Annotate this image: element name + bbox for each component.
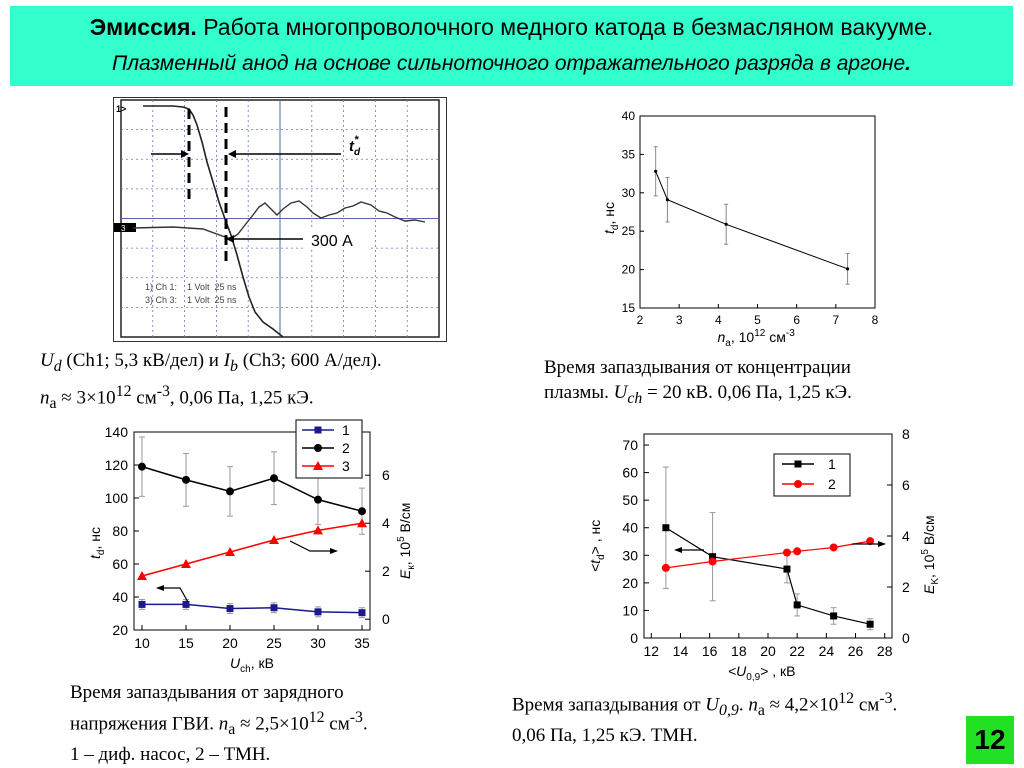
chart3-ytick-label: 60 xyxy=(622,464,638,481)
caption-oscilloscope xyxy=(40,348,382,416)
chart3-series-2-point xyxy=(709,558,717,566)
chart2-series-1-point xyxy=(227,605,234,612)
chart3-series-2-point xyxy=(793,547,801,555)
chart3-arrowhead-left xyxy=(674,547,682,553)
chart3-series-2-point xyxy=(662,564,670,572)
chart3-arrowhead-right xyxy=(878,541,886,547)
chart3-legend-label: 2 xyxy=(828,476,836,492)
caption-chart3 xyxy=(512,686,897,748)
chart1-point xyxy=(654,170,657,173)
chart2-series-1-point xyxy=(139,601,146,608)
chart2-y2label: $E_к$, $10^5$ В/см xyxy=(396,502,417,579)
chart2-xtick-label: 10 xyxy=(134,635,150,651)
title-bar xyxy=(10,6,1013,86)
chart3-series-1-point xyxy=(794,601,801,608)
chart2-legend-box xyxy=(296,420,362,478)
chart3-series-2-point xyxy=(830,543,838,551)
chart1-ytick-label: 20 xyxy=(621,262,635,277)
chart2-series-2-point xyxy=(182,476,190,484)
chart1-xtick-label: 2 xyxy=(636,313,644,327)
chart3-y2label: $E_K$, $10^5$ В/см xyxy=(920,515,941,594)
chart3-xtick-label: 20 xyxy=(760,643,776,659)
chart2-series-2-point xyxy=(358,507,366,515)
chart2-ytick-label: 80 xyxy=(112,523,128,539)
chart2-series-1-point xyxy=(271,604,278,611)
chart3-series-2-line xyxy=(666,541,870,568)
subtitle-text: Плазменный анод на основе сильноточного отражательного разряда в аргоне xyxy=(112,52,906,75)
chart1-series-line xyxy=(656,171,848,269)
chart2-xlabel: $U_{ch}$, кВ xyxy=(230,655,274,674)
chart3-legend-box xyxy=(774,454,850,496)
chart1-ylabel: $t_d$, нс xyxy=(601,202,621,234)
chart3-xtick-label: 18 xyxy=(731,643,747,659)
osc-legend-ch1: 1) Ch 1: 1 Volt 25 ns xyxy=(145,282,237,292)
chart2-xtick-label: 20 xyxy=(222,635,238,651)
slide-subtitle xyxy=(10,52,1013,76)
slide-title xyxy=(10,14,1013,41)
chart-td-vs-u09 xyxy=(570,420,950,682)
caption-chart1 xyxy=(544,355,852,411)
chart3-series-1-point xyxy=(830,612,837,619)
chart3-y2tick-label: 2 xyxy=(902,579,910,595)
chart1-ytick-label: 40 xyxy=(621,109,635,123)
chart3-series-1-line xyxy=(666,528,870,624)
chart1-point xyxy=(846,267,849,270)
chart2-series-2-point xyxy=(314,496,322,504)
chart2-ylabel: $t_d$, нс xyxy=(87,527,107,559)
chart3-xtick-label: 14 xyxy=(672,643,689,659)
chart2-arrowhead-left xyxy=(156,585,164,591)
caption-chart1-line2: плазмы. $U_{ch} = 20$ кВ. 0,06 Па, 1,25 кЭ. xyxy=(544,382,852,407)
chart2-arrowhead-right xyxy=(330,548,338,554)
oscilloscope-image xyxy=(113,97,447,342)
chart-td-vs-concentration xyxy=(585,100,895,350)
chart2-series-2-point xyxy=(138,463,146,471)
chart3-xtick-label: 26 xyxy=(847,643,864,659)
chart2-y2tick-label: 4 xyxy=(382,515,390,532)
chart2-legend-label: 3 xyxy=(342,458,350,474)
chart3-series-1-point xyxy=(783,566,790,573)
caption-osc-line2: $n_a \approx 3\times 10^{12}$ $см^{-3}$, 0,06 Па, 1,25 кЭ. xyxy=(40,382,314,412)
chart3-ytick-label: 20 xyxy=(622,574,638,591)
ch1-marker: 1> xyxy=(116,104,127,114)
current-label: 300 А xyxy=(311,233,353,250)
chart2-y2tick-label: 0 xyxy=(382,611,390,628)
caption-osc-line1: $U_d$ (Ch1; 5,3 кВ/дел) и $I_b$ (Ch3; 600 А/дел). xyxy=(40,350,382,375)
chart2-series-1-point xyxy=(359,609,366,616)
osc-legend-ch3: 3) Ch 3: 1 Volt 25 ns xyxy=(145,295,237,305)
chart3-xtick-label: 28 xyxy=(876,643,893,659)
chart2-ytick-label: 20 xyxy=(112,622,128,638)
chart1-frame xyxy=(640,116,875,308)
chart1-ytick-label: 35 xyxy=(621,147,635,162)
chart2-xtick-label: 35 xyxy=(354,635,370,651)
chart1-xtick-label: 3 xyxy=(675,313,683,327)
chart3-y2tick-label: 8 xyxy=(902,426,910,442)
chart2-legend-marker xyxy=(315,427,322,434)
chart1-xtick-label: 8 xyxy=(871,313,879,327)
chart2-xtick-label: 30 xyxy=(310,635,326,651)
chart1-point xyxy=(666,198,669,201)
td-label: $t_d*$ xyxy=(349,134,361,158)
chart-td-vs-charge-voltage xyxy=(70,416,440,674)
chart3-legend-marker xyxy=(794,480,802,488)
chart1-xtick-label: 7 xyxy=(832,313,840,327)
chart2-arrow-right xyxy=(290,541,334,551)
chart3-ytick-label: 30 xyxy=(622,547,638,564)
ch3-marker: 3 xyxy=(121,224,126,233)
chart2-series-2-point xyxy=(226,487,234,495)
caption-chart2-line1: Время запаздывания от зарядного xyxy=(70,682,344,703)
chart3-frame xyxy=(644,434,892,638)
chart2-xtick-label: 15 xyxy=(178,635,194,651)
caption-chart2 xyxy=(70,680,368,767)
chart3-legend-marker xyxy=(795,461,802,468)
chart1-xtick-label: 6 xyxy=(793,313,801,327)
subtitle-dot: . xyxy=(905,52,911,75)
chart2-y2tick-label: 6 xyxy=(382,467,390,484)
chart1-xtick-label: 5 xyxy=(754,313,761,327)
chart2-ytick-label: 120 xyxy=(104,457,128,473)
chart3-y2tick-label: 4 xyxy=(902,528,910,544)
chart2-legend-marker xyxy=(314,444,322,452)
chart2-series-3-line xyxy=(142,523,362,576)
chart3-series-2-point xyxy=(783,549,791,557)
chart2-ytick-label: 60 xyxy=(112,556,128,572)
chart3-xtick-label: 16 xyxy=(701,643,718,659)
chart2-legend-label: 1 xyxy=(342,422,350,438)
chart3-xtick-label: 12 xyxy=(643,643,660,659)
chart3-xtick-label: 24 xyxy=(818,643,835,659)
chart3-ytick-label: 50 xyxy=(622,492,638,509)
caption-chart3-line1: Время запаздывания от $U_{0,9}$. $n_a \approx 4,2\times 10^{12}$ $см^{-3}$. xyxy=(512,690,898,720)
chart3-ytick-label: 40 xyxy=(622,519,638,536)
chart2-ytick-label: 100 xyxy=(104,490,128,506)
caption-chart2-line3: 1 – диф. насос, 2 – ТМН. xyxy=(70,744,271,766)
title-bold: Эмиссия. xyxy=(89,14,197,40)
chart2-series-1-point xyxy=(315,608,322,615)
chart3-legend-label: 1 xyxy=(828,456,836,472)
chart1-xtick-label: 4 xyxy=(714,313,722,327)
chart2-legend-label: 2 xyxy=(342,440,350,456)
chart3-xtick-label: 22 xyxy=(789,643,805,659)
chart3-ytick-label: 10 xyxy=(622,602,638,619)
caption-chart3-line2: 0,06 Па, 1,25 кЭ. ТМН. xyxy=(512,725,698,747)
chart2-series-1-line xyxy=(142,604,362,612)
caption-chart2-line2: напряжения ГВИ. $n_a \approx 2,5\times 10^{12}$ $см^{-3}$. xyxy=(70,709,368,739)
chart1-xlabel: na, 1012 см-3 xyxy=(717,328,795,349)
chart3-y2tick-label: 0 xyxy=(902,630,910,646)
chart1-ytick-label: 15 xyxy=(621,301,635,315)
chart1-ytick-label: 25 xyxy=(621,224,635,239)
chart3-xlabel: $<U_{0,9}>$ , кВ xyxy=(728,663,796,682)
caption-chart1-line1: Время запаздывания от концентрации xyxy=(544,357,851,378)
chart2-y2tick-label: 2 xyxy=(382,563,390,580)
chart3-series-1-point xyxy=(662,524,669,531)
chart3-y2tick-label: 6 xyxy=(902,477,910,493)
chart3-ylabel: $<t_d>$ , нс xyxy=(587,519,607,572)
chart1-ytick-label: 30 xyxy=(621,185,635,200)
chart1-point xyxy=(725,223,728,226)
title-rest: Работа многопроволочного медного катода в безмасляном вакууме. xyxy=(196,14,934,40)
chart2-ytick-label: 140 xyxy=(104,424,128,440)
chart2-series-2-point xyxy=(270,474,278,482)
chart3-ytick-label: 70 xyxy=(622,437,638,454)
chart2-xtick-label: 25 xyxy=(266,635,282,651)
chart2-series-1-point xyxy=(183,601,190,608)
chart3-series-1-point xyxy=(867,621,874,628)
slide-number: 12 xyxy=(966,716,1014,764)
chart3-ytick-label: 0 xyxy=(630,630,638,646)
chart2-ytick-label: 40 xyxy=(112,589,128,605)
